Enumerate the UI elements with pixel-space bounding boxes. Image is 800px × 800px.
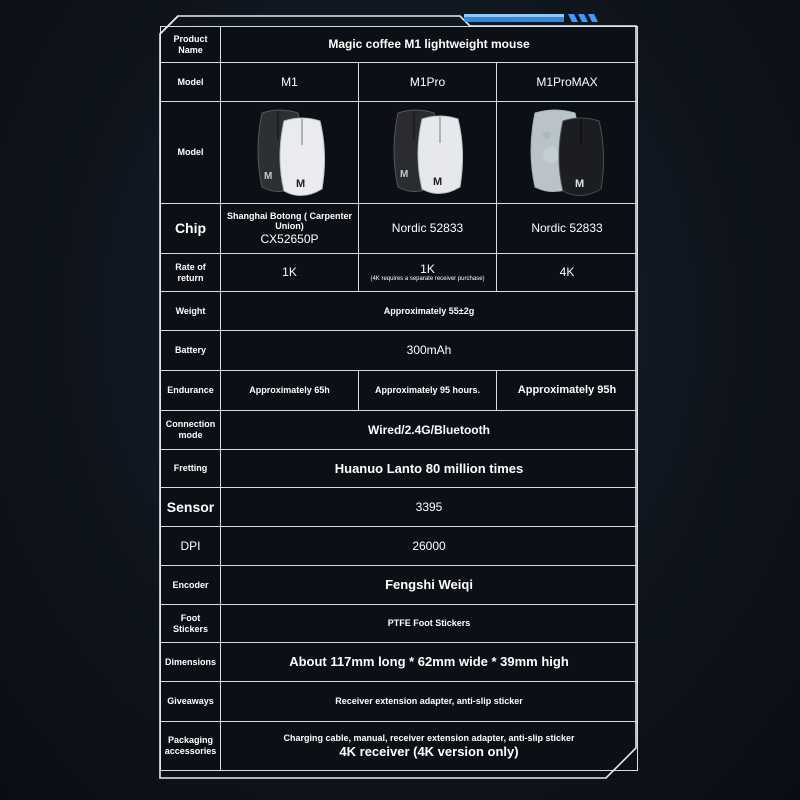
chip-m1pro: Nordic 52833 <box>359 204 497 254</box>
row-weight <box>161 292 638 331</box>
chip-m1-model: CX52650P <box>260 232 319 247</box>
label-connection: Connection mode <box>161 411 221 450</box>
label-weight: Weight <box>161 292 221 331</box>
row-endurance <box>161 371 638 411</box>
label-battery: Battery <box>161 331 221 371</box>
label-chip: Chip <box>161 204 221 254</box>
svg-text:M: M <box>575 177 585 190</box>
label-endurance: Endurance <box>161 371 221 411</box>
value-battery: 300mAh <box>221 331 638 371</box>
value-fretting: Huanuo Lanto 80 million times <box>221 450 638 488</box>
m1-mouse-pair-image <box>221 102 359 204</box>
row-return-rate <box>161 254 638 292</box>
value-connection: Wired/2.4G/Bluetooth <box>221 411 638 450</box>
row-model-image <box>161 102 638 204</box>
model-m1pro: M1Pro <box>359 63 497 102</box>
svg-text:M: M <box>399 168 408 180</box>
accent-stripes <box>568 14 598 22</box>
svg-text:M: M <box>263 170 272 182</box>
row-chip <box>161 204 638 254</box>
label-model: Model <box>161 63 221 102</box>
row-sensor <box>161 488 638 527</box>
value-sensor: 3395 <box>221 488 638 527</box>
value-giveaways: Receiver extension adapter, anti-slip sticker <box>221 682 638 722</box>
label-fretting: Fretting <box>161 450 221 488</box>
row-encoder <box>161 566 638 605</box>
label-packaging: Packaging accessories <box>161 722 221 771</box>
label-dpi: DPI <box>161 527 221 566</box>
label-return-rate: Rate of return <box>161 254 221 292</box>
svg-text:M: M <box>295 177 305 190</box>
row-connection <box>161 411 638 450</box>
value-packaging <box>221 722 638 771</box>
row-battery <box>161 331 638 371</box>
label-giveaways: Giveaways <box>161 682 221 722</box>
value-weight: Approximately 55±2g <box>221 292 638 331</box>
label-model-image: Model <box>161 102 221 204</box>
row-giveaways <box>161 682 638 722</box>
label-foot-stickers: Foot Stickers <box>161 605 221 643</box>
endurance-m1pro: Approximately 95 hours. <box>359 371 497 411</box>
row-fretting <box>161 450 638 488</box>
chip-m1 <box>221 204 359 254</box>
value-encoder: Fengshi Weiqi <box>221 566 638 605</box>
return-rate-m1pro-value: 1K <box>420 261 435 276</box>
model-m1promax: M1ProMAX <box>497 63 638 102</box>
row-product-name <box>161 27 638 63</box>
endurance-m1: Approximately 65h <box>221 371 359 411</box>
svg-text:M: M <box>432 175 442 188</box>
chip-m1-maker: Shanghai Botong ( Carpenter Union) <box>226 210 352 232</box>
model-m1: M1 <box>221 63 359 102</box>
label-encoder: Encoder <box>161 566 221 605</box>
row-dimensions <box>161 643 638 682</box>
row-model <box>161 63 638 102</box>
return-rate-m1pro-note: (4K requires a separate receiver purchase) <box>370 276 485 283</box>
label-dimensions: Dimensions <box>161 643 221 682</box>
value-dpi: 26000 <box>221 527 638 566</box>
m1pro-mouse-pair-image <box>359 102 497 204</box>
return-rate-m1: 1K <box>221 254 359 292</box>
row-foot-stickers <box>161 605 638 643</box>
return-rate-m1promax: 4K <box>497 254 638 292</box>
label-sensor: Sensor <box>161 488 221 527</box>
spec-table <box>160 26 638 771</box>
row-dpi <box>161 527 638 566</box>
return-rate-m1pro <box>359 254 497 292</box>
row-packaging <box>161 722 638 771</box>
value-product-name: Magic coffee M1 lightweight mouse <box>221 27 638 63</box>
value-foot-stickers: PTFE Foot Stickers <box>221 605 638 643</box>
endurance-m1promax: Approximately 95h <box>497 371 638 411</box>
m1promax-mouse-pair-image <box>497 102 638 204</box>
packaging-line-1: Charging cable, manual, receiver extension adapter, anti-slip sticker <box>283 732 575 743</box>
label-product-name: Product Name <box>161 27 221 63</box>
chip-m1promax: Nordic 52833 <box>497 204 638 254</box>
value-dimensions: About 117mm long * 62mm wide * 39mm high <box>221 643 638 682</box>
accent-bar <box>464 14 564 22</box>
packaging-line-2: 4K receiver (4K version only) <box>339 743 519 759</box>
